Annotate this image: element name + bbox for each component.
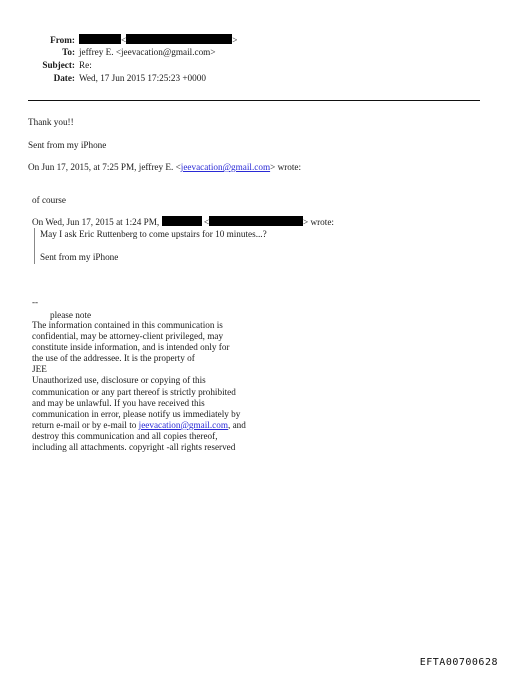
bates-number: EFTA00700628 — [419, 657, 498, 668]
from-value — [79, 34, 237, 46]
email-link[interactable]: jeevacation@gmail.com — [138, 419, 228, 430]
to-value: jeffrey E. <jeevacation@gmail.com> — [79, 47, 216, 57]
disclaimer-line: including all attachments. copyright -all rights reserved — [32, 442, 236, 453]
reply-intro — [28, 161, 301, 173]
email-link[interactable]: jeevacation@gmail.com — [180, 162, 271, 172]
disclaimer-line: The information contained in this communication is — [32, 320, 223, 330]
from-open-bracket: < — [121, 35, 127, 45]
date-label: Date: — [53, 73, 75, 83]
subject-label: Subject: — [42, 60, 75, 70]
quoted-intro-open: < — [203, 217, 209, 227]
redaction-box — [126, 34, 232, 44]
from-label: From: — [50, 35, 75, 45]
reply-intro-prefix: On Jun 17, 2015, at 7:25 PM, jeffrey E. < — [28, 162, 181, 172]
disclaimer-line: confidential, may be attorney-client privileged, may — [32, 331, 224, 342]
subject-value: Re: — [79, 60, 92, 70]
from-close-bracket: > — [232, 35, 238, 45]
header-divider — [28, 100, 480, 101]
redaction-box — [162, 216, 202, 226]
disclaimer-line: destroy this communication and all copies thereof, — [32, 430, 218, 441]
quote-bar — [34, 228, 37, 264]
date-value: Wed, 17 Jun 2015 17:25:23 +0000 — [79, 73, 206, 83]
return-suffix: , and — [227, 419, 246, 430]
disclaimer-line: and may be unlawful. If you have received this — [32, 397, 205, 408]
quoted-intro-suffix: > wrote: — [303, 217, 334, 227]
redaction-box — [209, 216, 303, 226]
disclaimer-line: the use of the addressee. It is the property of — [32, 353, 195, 364]
disclaimer-line: JEE — [32, 364, 47, 375]
to-label: To: — [62, 47, 75, 57]
quoted-intro — [32, 216, 334, 228]
disclaimer-line: communication or any part thereof is strictly prohibited — [32, 386, 236, 397]
quoted-question: May I ask Eric Ruttenberg to come upstairs for 10 minutes...? — [40, 229, 267, 239]
of-course-line: of course — [32, 195, 66, 205]
disclaimer-line: communication in error, please notify us immediately by — [32, 408, 241, 419]
return-prefix: return e-mail or by e-mail to — [32, 419, 139, 430]
disclaimer-line-return — [32, 420, 246, 431]
thanks-line: Thank you!! — [28, 117, 74, 127]
quoted-intro-prefix: On Wed, Jun 17, 2015 at 1:24 PM, — [32, 217, 160, 227]
disclaimer-line: constitute inside information, and is intended only for — [32, 342, 230, 353]
disclaimer-line: Unauthorized use, disclosure or copying of this — [32, 375, 206, 386]
please-note: please note — [50, 310, 92, 320]
reply-intro-suffix: > wrote: — [270, 162, 302, 172]
redaction-box — [79, 34, 121, 44]
sent-from-iphone-1: Sent from my iPhone — [28, 140, 107, 150]
disclaimer-block — [32, 320, 246, 453]
sent-from-iphone-2: Sent from my iPhone — [40, 252, 119, 262]
signature-dashes: -- — [32, 297, 39, 307]
